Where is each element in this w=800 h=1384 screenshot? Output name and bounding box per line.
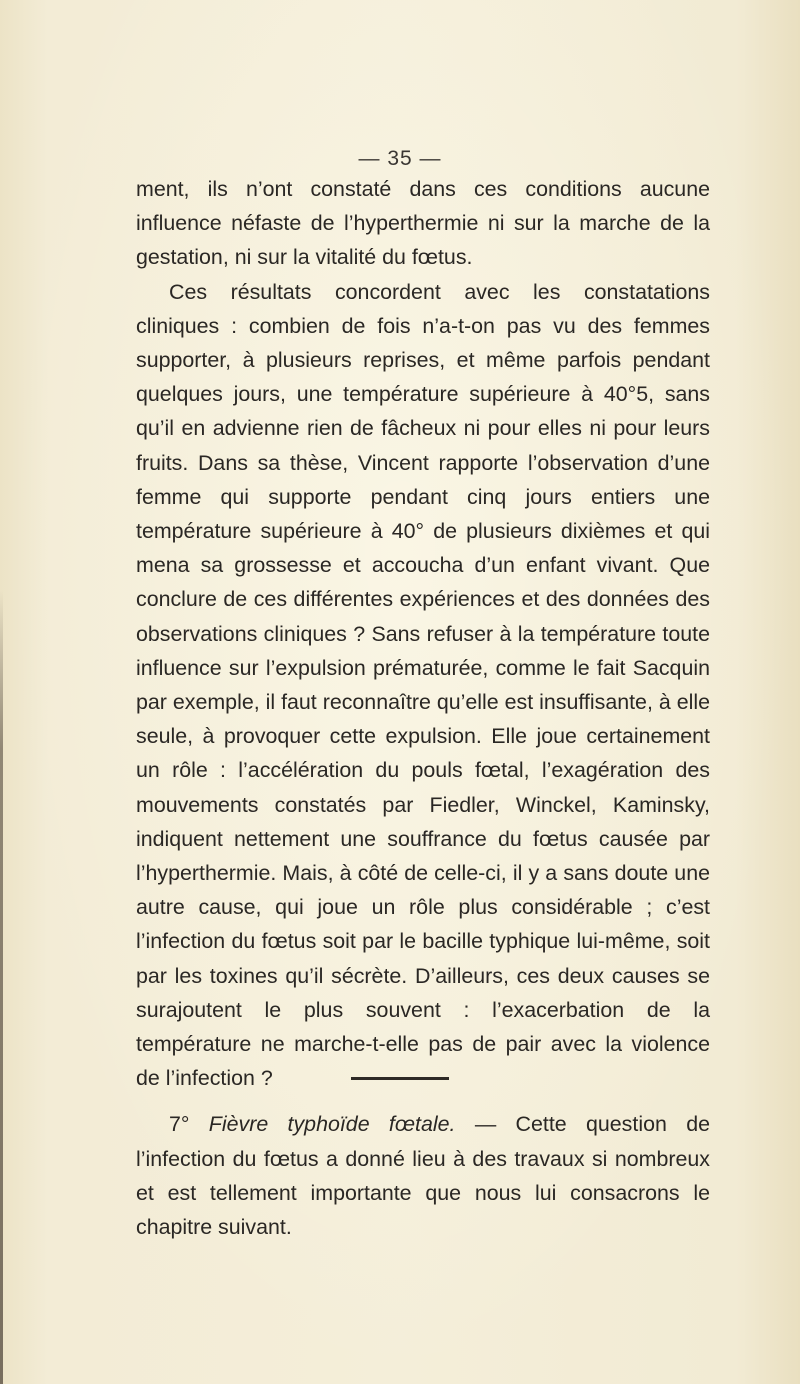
section-paragraph: [136, 1107, 710, 1244]
section-number: 7°: [169, 1112, 190, 1137]
section-text: — Cette question de l’infection du fœtus a donné lieu à des travaux si nombreux et est tellement importante que nous lui consacrons le chapitre suivant.: [136, 1112, 710, 1240]
end-rule: [351, 1077, 449, 1080]
body-text: [136, 172, 710, 1244]
page-edge-shadow: [0, 590, 3, 1384]
paragraph-clinical-observations: Ces résultats concordent avec les constatations cliniques : combien de fois n’a-t-on pas vu des femmes supporter, à plusieurs reprises, et même parfois pendant quelques jours, une température supérieure à 40°5, sans qu’il en advienne rien de fâcheux ni pour elles ni pour leurs fruits. Dans sa thèse, Vincent rapporte l’observation d’une femme qui supporte pendant cinq jours entiers une température supérieure à 40° de plusieurs dixièmes et qui mena sa grossesse et accoucha d’un enfant vivant. Que conclure de ces différentes expériences et des données des observations cliniques ? Sans refuser à la température toute influence sur l’expulsion prématurée, comme le fait Sacquin par exemple, il faut reconnaître qu’elle est insuffisante, à elle seule, à provoquer cette expulsion. Elle joue certainement un rôle : l’accélération du pouls fœtal, l’exagération des mouvements constatés par Fiedler, Winckel, Kaminsky, indiquent nettement une souffrance du fœtus causée par l’hyperthermie. Mais, à côté de celle-ci, il y a sans doute une autre cause, qui joue un rôle plus considérable ; c’est l’infection du fœtus soit par le bacille typhique lui-même, soit par les toxines qu’il sécrète. D’ailleurs, ces deux causes se surajoutent le plus souvent : l’exacerbation de la température ne marche-t-elle pas de pair avec la violence de l’infection ?: [136, 279, 710, 1091]
paragraph-continuation: ment, ils n’ont constaté dans ces conditions aucune influence néfaste de l’hyperthermie ni sur la marche de la gestation, ni sur la vitalité du fœtus.: [136, 177, 710, 270]
page-number: — 35 —: [358, 147, 442, 170]
section-title: Fièvre typhoïde fœtale.: [208, 1112, 456, 1137]
